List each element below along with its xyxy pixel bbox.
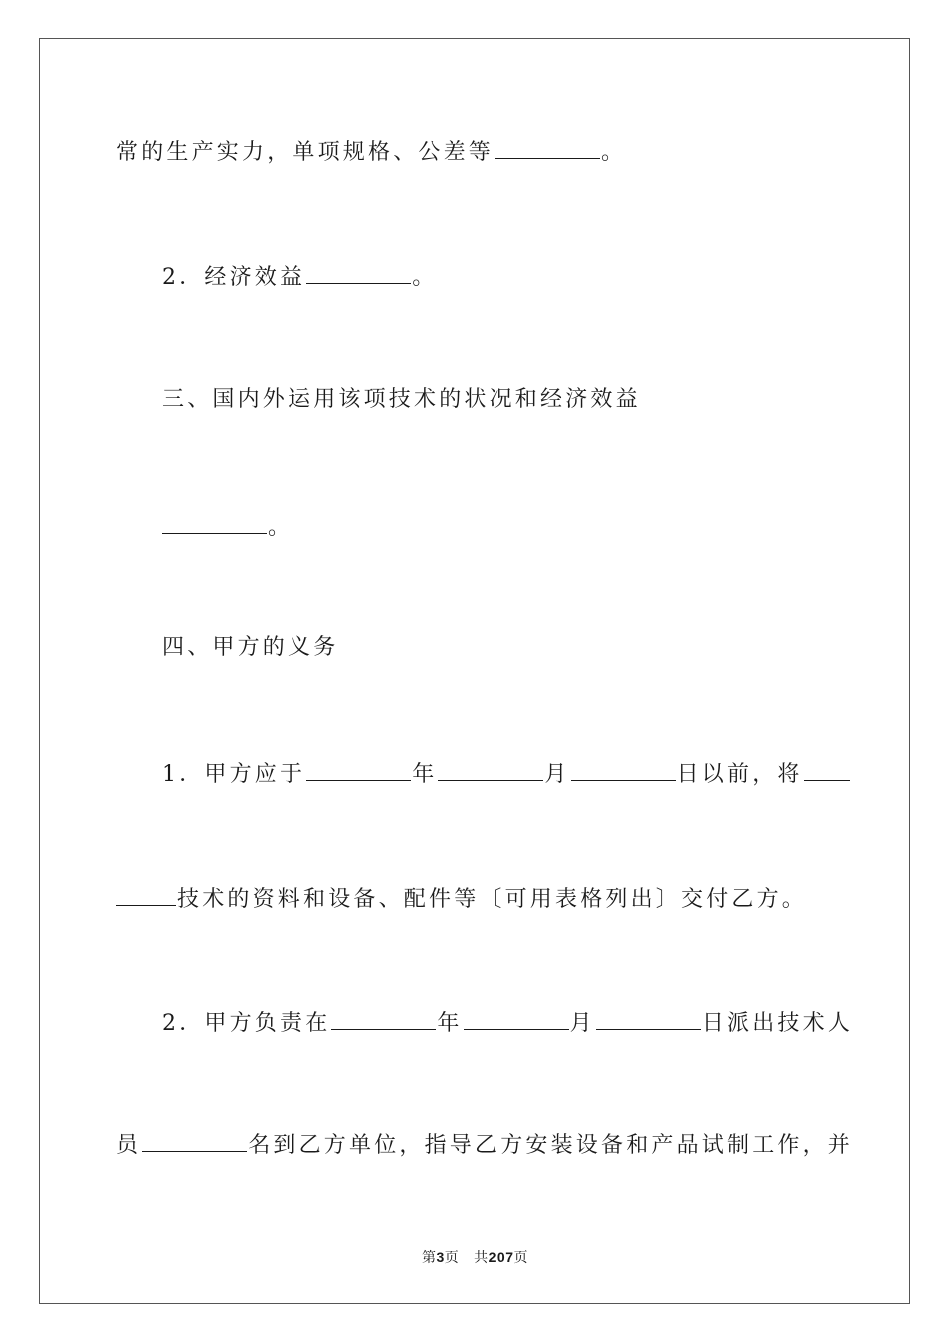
- footer-total-pages: 207: [488, 1249, 514, 1265]
- paragraph-line-1: [116, 137, 626, 167]
- line-6-text: 1．甲方应于: [162, 762, 306, 787]
- footer-page-number: 3: [436, 1249, 445, 1265]
- footer-page-prefix: 第: [421, 1250, 437, 1266]
- fill-blank: [438, 759, 543, 781]
- section-heading-3: [162, 385, 641, 415]
- line-1-text: 常的生产实力，单项规格、公差等: [116, 140, 495, 165]
- footer-total-prefix: 共: [474, 1250, 489, 1266]
- line-2-end: 。: [412, 265, 438, 290]
- paragraph-line-7: [116, 884, 807, 914]
- line-9-end: 名到乙方单位，指导乙方安装设备和产品试制工作，并: [248, 1133, 854, 1158]
- line-1-end: 。: [601, 140, 627, 165]
- paragraph-line-2: [162, 262, 437, 292]
- line-3-text: 三、国内外运用该项技术的状况和经济效益: [162, 387, 641, 412]
- line-8-year: 年: [437, 1011, 463, 1036]
- line-4-end: 。: [268, 515, 294, 540]
- line-6-month: 月: [544, 762, 570, 787]
- line-8-day: 日派出技术人: [701, 1011, 854, 1036]
- fill-blank: [306, 759, 411, 781]
- fill-blank: [571, 759, 676, 781]
- fill-blank: [116, 884, 176, 906]
- line-8-text: 2．甲方负责在: [162, 1011, 331, 1036]
- page-frame: [39, 38, 910, 1304]
- line-5-text: 四、甲方的义务: [162, 635, 339, 660]
- paragraph-line-9: [116, 1130, 853, 1160]
- fill-blank: [162, 512, 267, 534]
- section-heading-4: [162, 633, 338, 663]
- fill-blank: [596, 1008, 701, 1030]
- line-7-text: 技术的资料和设备、配件等〔可用表格列出〕交付乙方。: [177, 887, 808, 912]
- page-footer: [0, 1247, 950, 1267]
- line-9-text: 员: [116, 1133, 142, 1158]
- fill-blank: [331, 1008, 436, 1030]
- line-6-year: 年: [412, 762, 438, 787]
- footer-page-suffix: 页: [444, 1250, 460, 1266]
- paragraph-line-8: [162, 1008, 853, 1038]
- fill-blank: [804, 759, 850, 781]
- fill-blank: [142, 1130, 247, 1152]
- paragraph-line-4: [162, 512, 293, 542]
- fill-blank: [306, 262, 411, 284]
- paragraph-line-6: [162, 759, 851, 789]
- line-8-month: 月: [569, 1011, 595, 1036]
- line-2-text: 2．经济效益: [162, 265, 306, 290]
- line-6-day: 日以前，将: [676, 762, 803, 787]
- fill-blank: [464, 1008, 569, 1030]
- footer-total-suffix: 页: [513, 1250, 528, 1266]
- fill-blank: [495, 137, 600, 159]
